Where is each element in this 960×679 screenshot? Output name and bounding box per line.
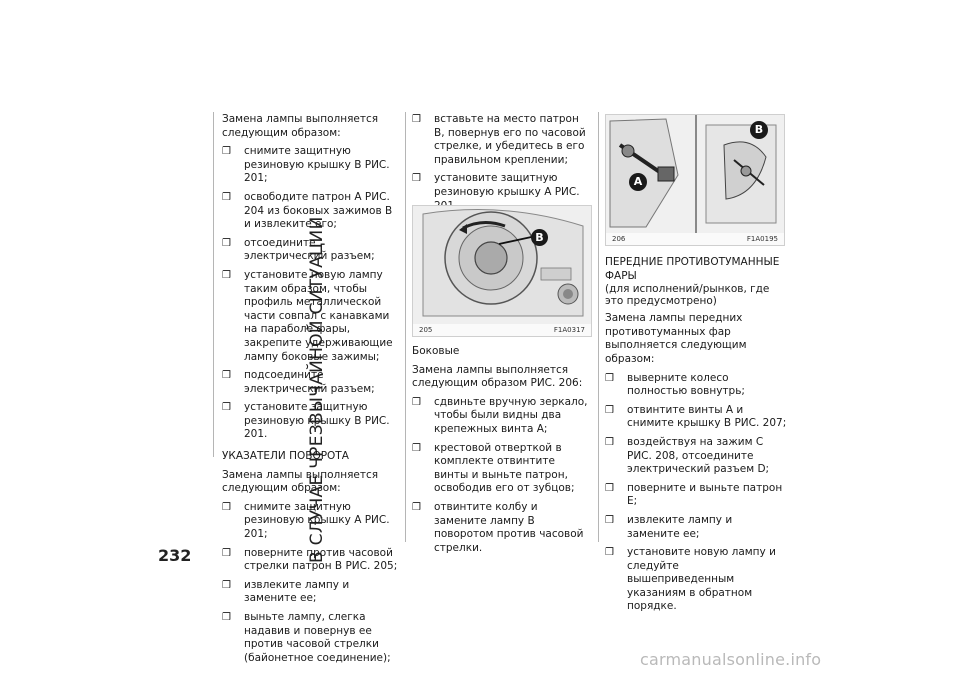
checkbox-icon: ❒ (222, 146, 231, 158)
list-item: ❒ установите новую лампу и следуйте вышеприведенным указаниям в обратном порядке. (605, 546, 776, 613)
list-item: ❒ крестовой отверткой в комплекте отвинтите винты и выньте патрон, освободив его от зубцов; (412, 441, 575, 495)
list-item: ❒ воздействуя на зажим С РИС. 208, отсоедините электрический разъем D; (605, 435, 770, 476)
headlight-illustration (413, 206, 591, 324)
section-subheading: (для исполнений/рынков, где это предусмотрено) (605, 283, 770, 308)
checkbox-icon: ❒ (605, 482, 614, 494)
list-item: ❒ установите защитную резиновую крышку В РИС. 201. (222, 401, 390, 441)
list-item: ❒ выньте лампу, слегка надавив и повернув ее против часовой стрелки (байонетное соединение); (222, 611, 391, 664)
callout-b: B (750, 121, 768, 139)
figure-206 (605, 114, 785, 246)
intro-text: Замена лампы выполняется следующим образом: (222, 113, 379, 139)
checkbox-icon: ❒ (222, 612, 231, 623)
intro-text: Замена лампы выполняется следующим образом РИС. 206: (412, 363, 583, 390)
checkbox-icon: ❒ (222, 547, 231, 559)
column-3 (605, 256, 787, 619)
list-item: ❒ снимите защитную резиновую крышку А РИС. 201; (222, 500, 390, 541)
figure-code: F1A0317 (553, 326, 585, 334)
list-item: ❒ поверните против часовой стрелки патрон В РИС. 205; (222, 546, 398, 573)
checkbox-icon: ❒ (222, 269, 231, 281)
callout-b: B (531, 229, 548, 246)
column-divider (405, 112, 406, 542)
callout-a: A (629, 173, 647, 191)
checkbox-icon: ❒ (412, 396, 421, 408)
checkbox-icon: ❒ (412, 501, 421, 513)
checkbox-icon: ❒ (605, 547, 614, 559)
checkbox-icon: ❒ (222, 579, 231, 591)
column-2-lower (412, 345, 592, 560)
list-item: ❒ подсоедините электрический разъем; (222, 369, 375, 395)
figure-number: 205 (419, 326, 433, 334)
list-item: ❒ сдвиньте вручную зеркало, чтобы были видны два крепежных винта А; (412, 395, 588, 435)
list-item: ❒ вставьте на место патрон В, повернув его по часовой стрелке, и убедитесь в его правильном креплении; (412, 113, 586, 166)
list-item: ❒ снимите защитную резиновую крышку В РИС. 201; (222, 145, 390, 185)
figure-205 (412, 205, 592, 337)
list-item: ❒ отсоедините электрический разъем; (222, 236, 375, 263)
list-item: ❒ извлеките лампу и замените ее; (605, 513, 733, 540)
list-item: ❒ установите новую лампу таким образом, чтобы профиль металлической части совпал с канавками на параболе фары, закрепите удерживающие лампу боковые зажимы; (222, 268, 393, 363)
intro-text: Замена лампы выполняется следующим образом: (222, 468, 379, 495)
checkbox-icon: ❒ (222, 501, 231, 513)
checkbox-icon: ❒ (412, 173, 421, 185)
column-2 (412, 113, 592, 218)
checkbox-icon: ❒ (412, 114, 421, 125)
checkbox-icon: ❒ (605, 436, 614, 448)
checkbox-icon: ❒ (605, 404, 614, 416)
list-item: ❒ освободите патрон А РИС. 204 из боковых зажимов В и извлеките его; (222, 190, 393, 231)
watermark-link[interactable]: carmanualsonline.info (640, 650, 822, 669)
column-1 (222, 113, 400, 670)
list-item: ❒ отвинтите колбу и замените лампу В поворотом против часовой стрелки. (412, 500, 584, 554)
intro-text: Замена лампы передних противотуманных фар выполняется следующим образом: (605, 312, 747, 365)
list-item: ❒ извлеките лампу и замените ее; (222, 578, 350, 605)
list-item: ❒ выверните колесо полностью вовнутрь; (605, 371, 745, 398)
figure-code: F1A0195 (746, 235, 778, 243)
figure-number: 206 (612, 235, 626, 243)
checkbox-icon: ❒ (222, 237, 231, 249)
checkbox-icon: ❒ (222, 191, 231, 203)
list-item: ❒ отвинтите винты А и снимите крышку В РИС. 207; (605, 403, 787, 430)
checkbox-icon: ❒ (605, 514, 614, 526)
section-heading: ПЕРЕДНИЕ ПРОТИВОТУМАННЫЕ ФАРЫ (605, 256, 780, 282)
page-number: 232 (158, 546, 192, 565)
section-heading: Боковые (412, 345, 460, 357)
list-item: ❒ установите защитную резиновую крышку А РИС. (412, 172, 580, 198)
column-divider (598, 112, 599, 542)
list-item: ❒ поверните и выньте патрон Е; (605, 481, 783, 508)
checkbox-icon: ❒ (222, 402, 231, 414)
checkbox-icon: ❒ (605, 372, 614, 384)
column-divider (213, 112, 214, 457)
checkbox-icon: ❒ (222, 370, 231, 382)
checkbox-icon: ❒ (412, 442, 421, 454)
chapter-title: В СЛУЧАЕ ЧРЕЗВЫЧАЙНОЙ СИТУАЦИИ (307, 216, 327, 563)
section-heading: УКАЗАТЕЛИ ПОВОРОТА (222, 450, 349, 463)
